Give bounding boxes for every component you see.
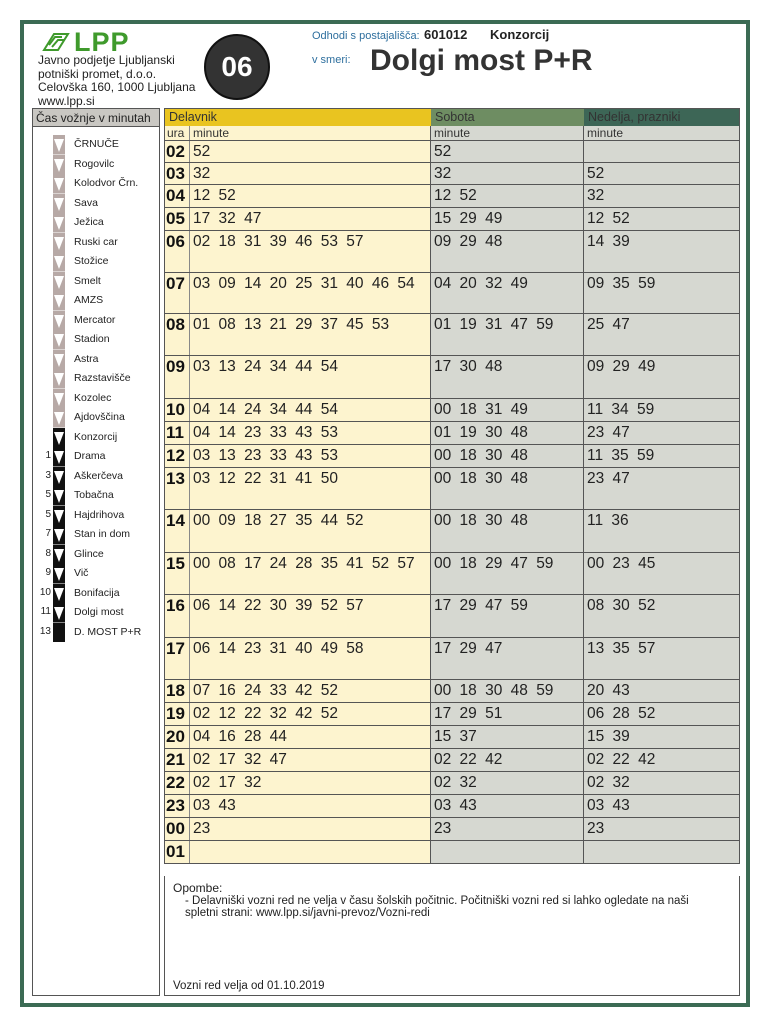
timetable-row — [165, 399, 739, 422]
sunday-minutes-cell: 23 47 — [584, 422, 739, 444]
weekday-minutes-cell: 04 14 24 34 44 54 — [190, 399, 431, 421]
timetable-header — [165, 109, 739, 126]
saturday-minutes-cell: 12 52 — [431, 185, 584, 207]
stop-travel-minutes: 5 — [45, 508, 51, 520]
hour-cell: 07 — [165, 273, 190, 313]
stop-name-label: Kolodvor Črn. — [74, 177, 139, 189]
stop-name-label: Hajdrihova — [74, 508, 125, 521]
stop-item — [33, 447, 159, 467]
saturday-minutes-cell: 17 29 51 — [431, 703, 584, 725]
timetable-row — [165, 795, 739, 818]
sunday-minutes-cell: 20 43 — [584, 680, 739, 702]
sunday-minutes-cell: 02 22 42 — [584, 749, 739, 771]
stop-name-label: Stožice — [74, 255, 109, 267]
weekday-minutes-cell — [190, 841, 431, 863]
saturday-minutes-cell — [431, 841, 584, 863]
stop-travel-minutes: 5 — [45, 489, 51, 500]
stop-name-label: Stadion — [74, 333, 110, 345]
stop-name-label: Razstavišče — [74, 372, 131, 384]
stop-travel-minutes: 10 — [39, 586, 51, 598]
stop-travel-minutes: 8 — [45, 547, 51, 559]
stop-name-label: Kozolec — [74, 391, 112, 404]
stop-travel-minutes: 1 — [45, 450, 51, 461]
stop-arrow-icon — [53, 564, 65, 584]
stop-item — [33, 389, 159, 409]
stop-item — [33, 525, 159, 545]
lpp-logo-icon — [40, 32, 70, 52]
stop-arrow-icon — [53, 467, 65, 487]
stop-name-label: Tobačna — [74, 489, 114, 501]
weekday-minutes-cell: 04 16 28 44 — [190, 726, 431, 748]
saturday-minutes-cell: 17 29 47 59 — [431, 595, 584, 637]
saturday-minutes-cell: 15 37 — [431, 726, 584, 748]
stop-name-label: Stan in dom — [74, 528, 131, 540]
stop-name-label: D. MOST P+R — [74, 625, 142, 638]
stop-id: 601012 — [424, 27, 468, 42]
hour-cell: 20 — [165, 726, 190, 748]
weekday-minutes-cell: 03 09 14 20 25 31 40 46 54 — [190, 273, 431, 313]
saturday-minutes-cell: 00 18 30 48 59 — [431, 680, 584, 702]
notes-panel — [164, 876, 740, 996]
sunday-minutes-cell: 32 — [584, 185, 739, 207]
stop-name-label: Konzorcij — [74, 430, 118, 443]
sunday-minutes-cell: 11 36 — [584, 510, 739, 552]
timetable-row — [165, 141, 739, 163]
hour-cell: 12 — [165, 445, 190, 467]
direction-label: v smeri: — [312, 54, 351, 66]
stop-arrow-icon — [53, 486, 65, 506]
stop-item — [33, 467, 159, 487]
timetable-row — [165, 553, 739, 595]
travel-time-title: Čas vožnje v minutah — [33, 109, 159, 127]
hour-cell: 03 — [165, 163, 190, 184]
stop-item — [33, 408, 159, 428]
sunday-minutes-cell: 11 35 59 — [584, 445, 739, 467]
weekday-minutes-cell: 03 13 23 33 43 53 — [190, 445, 431, 467]
sunday-minutes-cell — [584, 141, 739, 162]
stop-travel-minutes: 3 — [45, 469, 51, 481]
weekday-minutes-cell: 00 09 18 27 35 44 52 — [190, 510, 431, 552]
stop-name-label: Aškerčeva — [74, 469, 124, 482]
stop-arrow-icon — [53, 155, 65, 175]
hour-cell: 08 — [165, 314, 190, 355]
stop-travel-minutes: 9 — [45, 567, 51, 578]
timetable-row — [165, 185, 739, 208]
stop-arrow-icon — [53, 233, 65, 253]
stop-arrow-icon — [53, 291, 65, 311]
hour-cell: 13 — [165, 468, 190, 509]
saturday-minutes-cell: 04 20 32 49 — [431, 273, 584, 313]
timetable-row — [165, 841, 739, 864]
stop-arrow-icon — [53, 135, 65, 155]
saturday-minutes-cell: 02 22 42 — [431, 749, 584, 771]
hour-cell: 16 — [165, 595, 190, 637]
stop-name-label: Sava — [74, 196, 98, 209]
stop-item — [33, 330, 159, 350]
stop-name: Konzorcij — [490, 27, 550, 42]
stop-item — [33, 272, 159, 292]
stop-item — [33, 311, 159, 331]
stop-arrow-icon — [53, 252, 65, 272]
stop-arrow-icon — [53, 369, 65, 389]
stop-name-label: Mercator — [74, 313, 116, 326]
weekday-minutes-cell: 23 — [190, 818, 431, 840]
stop-label: Odhodi s postajališča: — [312, 30, 420, 42]
saturday-minutes-cell: 17 29 47 — [431, 638, 584, 679]
stop-item — [33, 486, 159, 506]
weekday-minutes-cell: 02 17 32 47 — [190, 749, 431, 771]
stop-item — [33, 135, 159, 155]
timetable-rows — [165, 141, 739, 864]
stop-item — [33, 584, 159, 604]
stop-item — [33, 291, 159, 311]
header-weekday: Delavnik — [165, 109, 431, 126]
sunday-minutes-cell: 09 29 49 — [584, 356, 739, 398]
timetable-row — [165, 314, 739, 356]
weekday-minutes-cell: 06 14 23 31 40 49 58 — [190, 638, 431, 679]
weekday-minutes-cell: 01 08 13 21 29 37 45 53 — [190, 314, 431, 355]
saturday-minutes-cell: 02 32 — [431, 772, 584, 794]
timetable-row — [165, 595, 739, 638]
stop-name-label: Drama — [74, 450, 106, 462]
sunday-minutes-cell: 02 32 — [584, 772, 739, 794]
subheader-saturday-minutes: minute — [431, 126, 584, 140]
stop-arrow-icon — [53, 447, 65, 467]
weekday-minutes-cell: 32 — [190, 163, 431, 184]
subheader-sunday-minutes: minute — [584, 126, 739, 140]
stop-item — [33, 252, 159, 272]
stop-arrow-icon — [53, 428, 65, 448]
terminal-stop-icon — [53, 623, 65, 643]
stop-name-label: Ruski car — [74, 235, 118, 248]
hour-cell: 04 — [165, 185, 190, 207]
lpp-logo — [40, 27, 130, 57]
timetable-row — [165, 680, 739, 703]
weekday-minutes-cell: 17 32 47 — [190, 208, 431, 230]
timetable-row — [165, 422, 739, 445]
saturday-minutes-cell: 00 18 30 48 — [431, 510, 584, 552]
saturday-minutes-cell: 17 30 48 — [431, 356, 584, 398]
stop-item — [33, 174, 159, 194]
stop-name-label: Astra — [74, 352, 99, 365]
company-website: www.lpp.si — [38, 93, 95, 108]
stop-arrow-icon — [53, 330, 65, 350]
hour-cell: 22 — [165, 772, 190, 794]
stop-arrow-icon — [53, 194, 65, 214]
sunday-minutes-cell: 00 23 45 — [584, 553, 739, 594]
stop-item — [33, 506, 159, 526]
sunday-minutes-cell: 09 35 59 — [584, 273, 739, 313]
saturday-minutes-cell: 32 — [431, 163, 584, 184]
hour-cell: 21 — [165, 749, 190, 771]
saturday-minutes-cell: 23 — [431, 818, 584, 840]
hour-cell: 02 — [165, 141, 190, 162]
weekday-minutes-cell: 00 08 17 24 28 35 41 52 57 — [190, 553, 431, 594]
saturday-minutes-cell: 01 19 31 47 59 — [431, 314, 584, 355]
weekday-minutes-cell: 06 14 22 30 39 52 57 — [190, 595, 431, 637]
logo-text: LPP — [74, 27, 130, 57]
company-address: Celovška 160, 1000 Ljubljana — [38, 80, 196, 94]
stop-item — [33, 545, 159, 565]
timetable-sheet — [20, 20, 750, 1007]
hour-cell: 09 — [165, 356, 190, 398]
timetable-row — [165, 208, 739, 231]
hour-cell: 19 — [165, 703, 190, 725]
sunday-minutes-cell: 08 30 52 — [584, 595, 739, 637]
weekday-minutes-cell: 12 52 — [190, 185, 431, 207]
saturday-minutes-cell: 15 29 49 — [431, 208, 584, 230]
notes-title: Opombe: — [173, 881, 223, 895]
sunday-minutes-cell: 15 39 — [584, 726, 739, 748]
stop-travel-minutes: 11 — [40, 606, 51, 617]
stop-arrow-icon — [53, 311, 65, 331]
stop-arrow-icon — [53, 525, 65, 545]
saturday-minutes-cell: 52 — [431, 141, 584, 162]
hour-cell: 23 — [165, 795, 190, 817]
stop-item — [33, 213, 159, 233]
timetable-row — [165, 163, 739, 185]
stop-arrow-icon — [53, 174, 65, 194]
hour-cell: 15 — [165, 553, 190, 594]
sunday-minutes-cell — [584, 841, 739, 863]
sunday-minutes-cell: 06 28 52 — [584, 703, 739, 725]
hour-cell: 17 — [165, 638, 190, 679]
stop-arrow-icon — [53, 213, 65, 233]
stop-item — [33, 623, 159, 643]
sunday-minutes-cell: 23 47 — [584, 468, 739, 509]
timetable-row — [165, 703, 739, 726]
direction-name: Dolgi most P+R — [370, 44, 593, 77]
stop-name-label: Smelt — [74, 274, 101, 287]
stop-item — [33, 233, 159, 253]
hour-cell: 06 — [165, 231, 190, 272]
stop-arrow-icon — [53, 350, 65, 370]
stop-arrow-icon — [53, 545, 65, 565]
hour-cell: 05 — [165, 208, 190, 230]
saturday-minutes-cell: 00 18 31 49 — [431, 399, 584, 421]
company-line: Javno podjetje Ljubljanski — [38, 53, 175, 67]
stop-arrow-icon — [53, 272, 65, 292]
stop-item — [33, 564, 159, 584]
timetable-row — [165, 468, 739, 510]
stop-name-label: ČRNUČE — [74, 138, 119, 150]
stop-arrow-icon — [53, 389, 65, 409]
sunday-minutes-cell: 23 — [584, 818, 739, 840]
saturday-minutes-cell: 03 43 — [431, 795, 584, 817]
header-sunday-holidays: Nedelja, prazniki — [584, 109, 739, 126]
timetable-row — [165, 273, 739, 314]
timetable-row — [165, 726, 739, 749]
stop-name-label: Rogovilc — [74, 157, 115, 170]
stop-name-label: Ajdovščina — [74, 411, 125, 423]
sunday-minutes-cell: 11 34 59 — [584, 399, 739, 421]
saturday-minutes-cell: 09 29 48 — [431, 231, 584, 272]
saturday-minutes-cell: 00 18 29 47 59 — [431, 553, 584, 594]
sunday-minutes-cell: 13 35 57 — [584, 638, 739, 679]
weekday-minutes-cell: 07 16 24 33 42 52 — [190, 680, 431, 702]
hour-cell: 11 — [165, 422, 190, 444]
stop-item — [33, 603, 159, 623]
weekday-minutes-cell: 52 — [190, 141, 431, 162]
timetable-row — [165, 356, 739, 399]
stop-arrow-icon — [53, 603, 65, 623]
saturday-minutes-cell: 01 19 30 48 — [431, 422, 584, 444]
hour-cell: 14 — [165, 510, 190, 552]
timetable-row — [165, 818, 739, 841]
stop-item — [33, 369, 159, 389]
stop-name-label: Bonifacija — [74, 586, 120, 599]
company-line: potniški promet, d.o.o. — [38, 66, 157, 81]
weekday-minutes-cell: 02 18 31 39 46 53 57 — [190, 231, 431, 272]
weekday-minutes-cell: 03 13 24 34 44 54 — [190, 356, 431, 398]
timetable-row — [165, 749, 739, 772]
stop-item — [33, 350, 159, 370]
hour-cell: 10 — [165, 399, 190, 421]
stop-name-label: AMZS — [74, 294, 104, 306]
hour-cell: 00 — [165, 818, 190, 840]
stop-name-label: Dolgi most — [74, 606, 124, 618]
timetable-row — [165, 772, 739, 795]
stop-arrow-icon — [53, 408, 65, 428]
stop-travel-minutes: 7 — [45, 528, 51, 539]
sunday-minutes-cell: 03 43 — [584, 795, 739, 817]
timetable-subheader — [165, 126, 739, 141]
valid-from: Vozni red velja od 01.10.2019 — [173, 980, 325, 992]
stop-name-label: Glince — [74, 547, 104, 560]
route-number-badge: 06 — [204, 34, 270, 100]
company-info — [38, 54, 195, 108]
sunday-minutes-cell: 25 47 — [584, 314, 739, 355]
header-saturday: Sobota — [431, 109, 584, 126]
sunday-minutes-cell: 12 52 — [584, 208, 739, 230]
stop-travel-minutes: 13 — [39, 625, 51, 637]
stop-arrow-icon — [53, 584, 65, 604]
sunday-minutes-cell: 14 39 — [584, 231, 739, 272]
timetable-row — [165, 638, 739, 680]
hour-cell: 18 — [165, 680, 190, 702]
weekday-minutes-cell: 02 12 22 32 42 52 — [190, 703, 431, 725]
timetable-row — [165, 510, 739, 553]
stop-item — [33, 428, 159, 448]
weekday-minutes-cell: 03 43 — [190, 795, 431, 817]
timetable — [164, 108, 740, 864]
stop-name-label: Vič — [74, 567, 89, 579]
notes-text: - Delavniški vozni red ne velja v času šolskih počitnic. Počitniški vozni red si lahko ogledate na naši spletni strani: www.lpp.si/javni-prevoz/Vozni-redi — [185, 895, 689, 919]
stop-item — [33, 194, 159, 214]
weekday-minutes-cell: 02 17 32 — [190, 772, 431, 794]
travel-time-panel — [32, 108, 160, 996]
stop-arrow-icon — [53, 506, 65, 526]
weekday-minutes-cell: 04 14 23 33 43 53 — [190, 422, 431, 444]
hour-cell: 01 — [165, 841, 190, 863]
subheader-hour: ura — [165, 126, 190, 140]
stop-name-label: Ježica — [74, 216, 104, 228]
timetable-row — [165, 231, 739, 273]
subheader-weekday-minutes: minute — [190, 126, 431, 140]
saturday-minutes-cell: 00 18 30 48 — [431, 445, 584, 467]
stop-item — [33, 155, 159, 175]
timetable-row — [165, 445, 739, 468]
weekday-minutes-cell: 03 12 22 31 41 50 — [190, 468, 431, 509]
saturday-minutes-cell: 00 18 30 48 — [431, 468, 584, 509]
sunday-minutes-cell: 52 — [584, 163, 739, 184]
